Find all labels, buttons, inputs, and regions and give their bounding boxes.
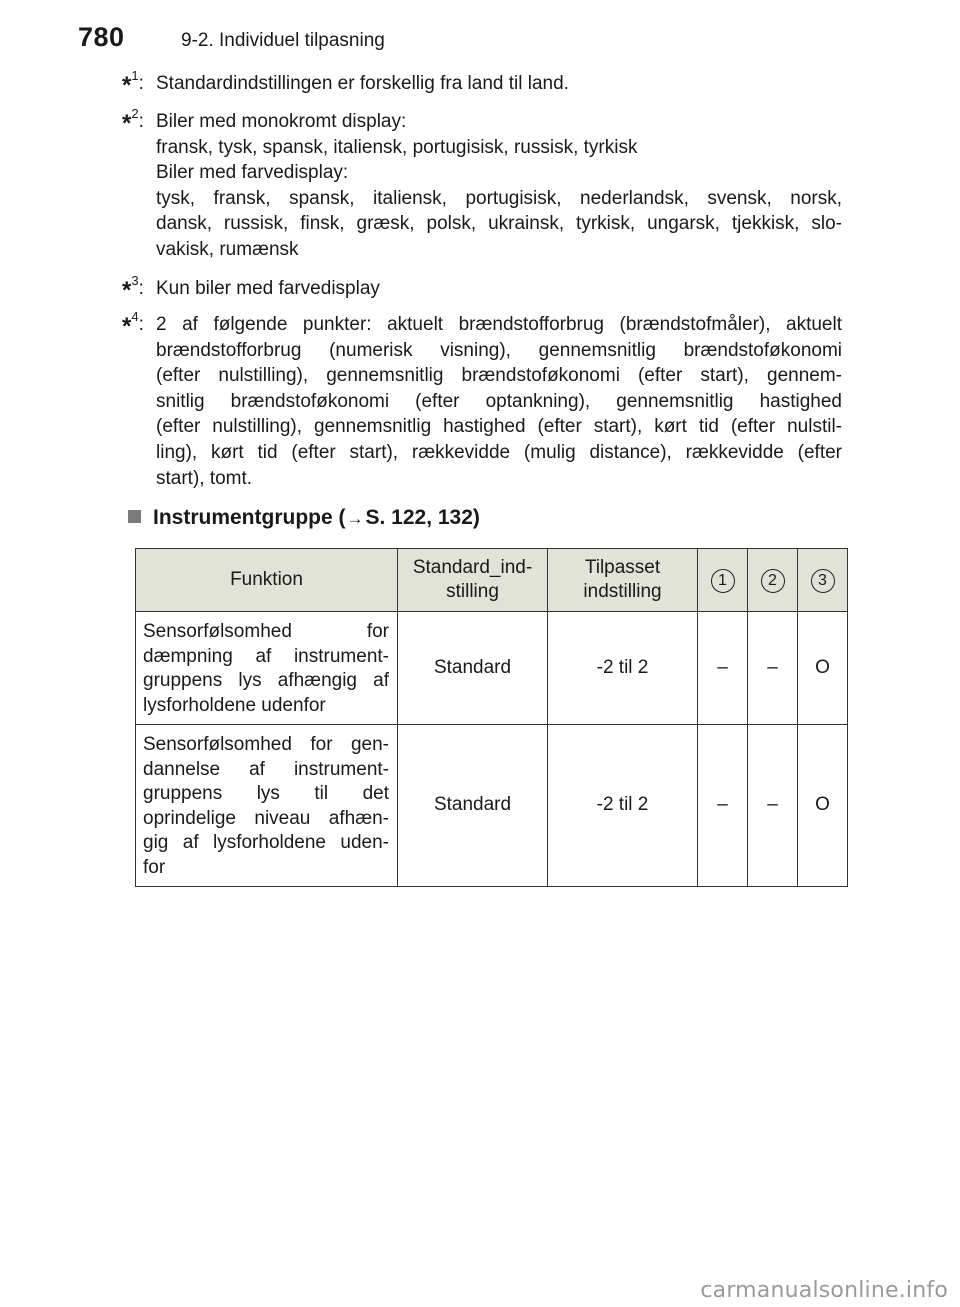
row-col-1: – (698, 725, 748, 887)
section-title: 9-2. Individuel tilpasning (181, 30, 385, 51)
footnote-marker: *$^4$: (122, 309, 144, 340)
row-col-2: – (748, 725, 798, 887)
footnote-2 (122, 106, 842, 263)
table-row (136, 612, 848, 725)
header-col-3 (798, 549, 848, 612)
row-function-label: Sensorfølsomhed for gen- dannelse af instrument- gruppens lys til det oprindelige niveau afhæn- gig af lysforholdene uden- for (136, 725, 398, 887)
circled-3-icon: 3 (811, 569, 835, 593)
footnote-line: (efter nulstilling), gennemsnitlig hastighed (efter start), kørt tid (efter nulstil- (156, 416, 842, 438)
circled-2-icon: 2 (761, 569, 785, 593)
header-tilpasset: Tilpasset indstilling (548, 549, 698, 612)
page-number: 780 (78, 22, 125, 52)
footnote-line: 2 af følgende punkter: aktuelt brændstofforbrug (brændstofmåler), aktuelt (156, 314, 842, 335)
row-function-label: Sensorfølsomhed for dæmpning af instrument- gruppens lys afhængig af lysforholdene udenfor (136, 612, 398, 725)
footnote-marker: *$^2$: (122, 106, 144, 137)
footnote-4 (122, 309, 842, 491)
square-bullet-icon (128, 510, 141, 523)
header-col-2 (748, 549, 798, 612)
header-col-1 (698, 549, 748, 612)
header-standard: Standard_ind- stilling (398, 549, 548, 612)
footnote-line: Biler med farvedisplay: (156, 162, 349, 184)
row-col-2: – (748, 612, 798, 725)
row-col-3: O (798, 725, 848, 887)
table-row (136, 725, 848, 887)
footnote-1 (122, 68, 842, 99)
footnote-line: Biler med monokromt display: (156, 111, 407, 132)
row-custom-value: -2 til 2 (548, 725, 698, 887)
footnote-line: snitlig brændstoføkonomi (efter optankning), gennemsnitlig hastighed (156, 390, 842, 412)
footnote-line: vakisk, rumænsk (156, 238, 299, 260)
row-custom-value: -2 til 2 (548, 612, 698, 725)
row-col-1: – (698, 612, 748, 725)
footnote-line: ling), kørt tid (efter start), rækkevidde (mulig distance), rækkevidde (efter (156, 441, 842, 463)
section-heading: Instrumentgruppe (→S. 122, 132) (128, 506, 480, 530)
footnote-line: dansk, russisk, finsk, græsk, polsk, ukrainsk, tyrkisk, ungarsk, tjekkisk, slo- (156, 213, 842, 235)
footnote-line: Kun biler med farvedisplay (156, 278, 380, 299)
footnote-line: Standardindstillingen er forskellig fra land til land. (156, 73, 569, 94)
settings-table (135, 548, 848, 887)
footnote-marker: *$^3$: (122, 273, 144, 304)
arrow-right-icon: → (346, 509, 364, 528)
header-funktion: Funktion (136, 549, 398, 612)
circled-1-icon: 1 (711, 569, 735, 593)
row-col-3: O (798, 612, 848, 725)
footnote-line: tysk, fransk, spansk, italiensk, portugisisk, nederlandsk, svensk, norsk, (156, 187, 842, 209)
table-header-row (136, 549, 848, 612)
footnote-marker: *$^1$: (122, 68, 144, 99)
footnote-3 (122, 273, 842, 304)
footnote-line: start), tomt. (156, 467, 253, 489)
footnote-line: fransk, tysk, spansk, italiensk, portugisisk, russisk, tyrkisk (156, 136, 638, 158)
footnote-line: (efter nulstilling), gennemsnitlig brændstoføkonomi (efter start), gennem- (156, 365, 842, 387)
footnote-line: brændstofforbrug (numerisk visning), gennemsnitlig brændstoføkonomi (156, 339, 842, 361)
row-standard-value: Standard (398, 725, 548, 887)
row-standard-value: Standard (398, 612, 548, 725)
watermark: carmanualsonline.info (700, 1278, 948, 1303)
